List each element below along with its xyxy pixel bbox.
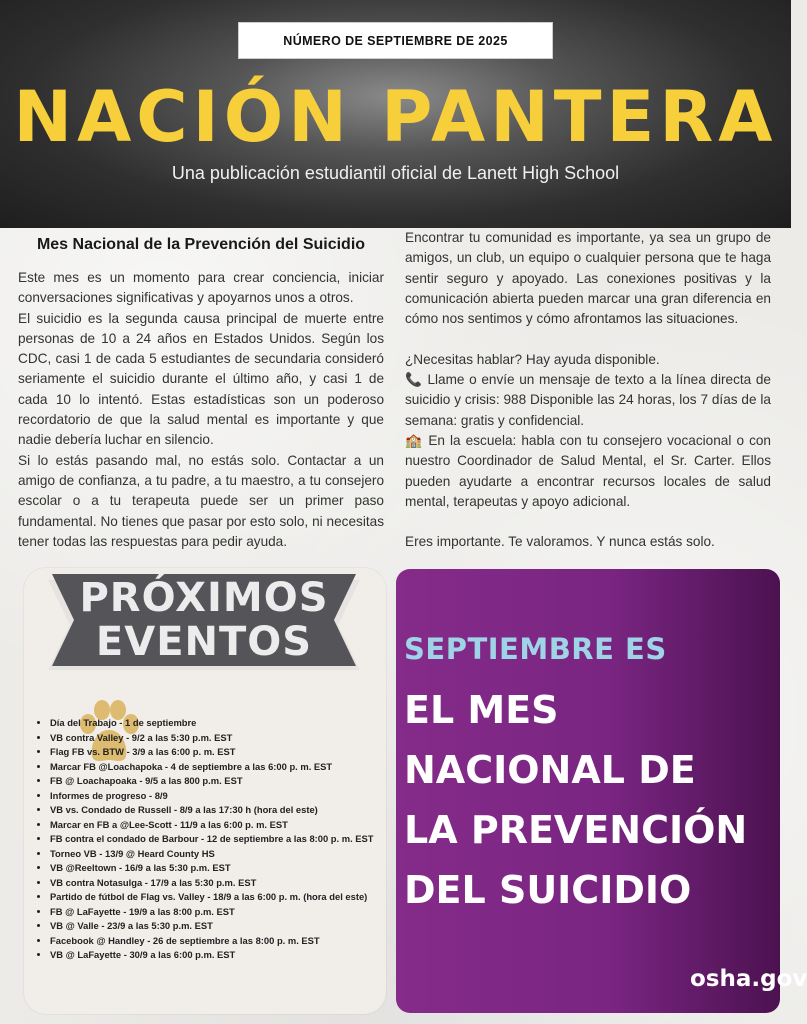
- school-item: [405, 431, 771, 512]
- event-item: • Día del Trabajo - 1 de septiembre: [50, 716, 400, 731]
- event-item: • FB @ LaFayette - 19/9 a las 8:00 p.m. EST: [50, 905, 400, 920]
- article-title: Mes Nacional de la Prevención del Suicidio: [36, 236, 366, 253]
- event-item: • FB contra el condado de Barbour - 12 de septiembre a las 8:00 p. m. EST: [50, 832, 400, 847]
- event-item: • VB @ Valle - 23/9 a las 5:30 p.m. EST: [50, 919, 400, 934]
- article-paragraph: Encontrar tu comunidad es importante, ya sea un grupo de amigos, un club, un equipo o cualquier persona que te haga sentir seguro y apoyado. Las conexiones positivas y la comunicación abierta pueden marcar una gran diferencia en cómo nos sentimos y cómo afrontamos las situaciones.: [405, 230, 771, 327]
- promo-source: osha.gov: [690, 966, 807, 992]
- event-item: • Partido de fútbol de Flag vs. Valley - 18/9 a las 6:00 p. m. (hora del este): [50, 890, 400, 905]
- promo-line: NACIONAL DE: [404, 748, 696, 792]
- help-heading: ¿Necesitas hablar? Hay ayuda disponible.: [405, 351, 660, 367]
- promo-kicker: SEPTIEMBRE ES: [404, 632, 667, 666]
- event-item: • VB @Reeltown - 16/9 a las 5:30 p.m. EST: [50, 861, 400, 876]
- article-right-column: [405, 228, 771, 553]
- newsletter-title: NACIÓN PANTERA: [13, 76, 778, 158]
- banner-line: PRÓXIMOS: [79, 575, 329, 621]
- closing-line: Eres importante. Te valoramos. Y nunca estás solo.: [405, 534, 715, 550]
- events-banner: [48, 570, 360, 680]
- event-item: • Torneo VB - 13/9 @ Heard County HS: [50, 847, 400, 862]
- promo-line: LA PREVENCIÓN: [404, 808, 748, 852]
- event-item: • Flag FB vs. BTW - 3/9 a las 6:00 p. m. EST: [50, 745, 400, 760]
- hotline-text: Llame o envíe un mensaje de texto a la línea directa de suicidio y crisis: 988 Disponible las 24 horas, los 7 días de la semana: gratis y confidencial.: [405, 372, 771, 428]
- event-item: • VB contra Notasulga - 17/9 a las 5:30 p.m. EST: [50, 876, 400, 891]
- event-item: • Marcar en FB a @Lee-Scott - 11/9 a las 6:00 p. m. EST: [50, 818, 400, 833]
- article-paragraph: El suicidio es la segunda causa principal de muerte entre personas de 10 a 24 años en Estados Unidos. Según los CDC, casi 1 de cada 5 estudiantes de secundaria consideró seriamente el suicidio durante el último año, y casi 1 de cada 10 lo intentó. Estas estadísticas son un poderoso recordatorio de que la salud mental es importante y que nadie debería luchar en silencio.: [18, 310, 384, 448]
- article-left-column: [18, 268, 384, 552]
- event-item: • FB @ Loachapoaka - 9/5 a las 800 p.m. EST: [50, 774, 400, 789]
- promo-line: DEL SUICIDIO: [404, 868, 692, 912]
- phone-icon: 📞: [405, 372, 423, 388]
- hotline-item: [405, 370, 771, 431]
- article-paragraph: Si lo estás pasando mal, no estás solo. Contactar a un amigo de confianza, a tu padre, a tu maestro, a tu consejero escolar o a tu terapeuta puede ser un primer paso fundamental. No tienes que pasar por esto solo, ni necesitas tener todas las respuestas para pedir ayuda.: [18, 452, 384, 549]
- banner-line: EVENTOS: [95, 619, 313, 665]
- event-item: • Marcar FB @Loachapoka - 4 de septiembre a las 6:00 p. m. EST: [50, 760, 400, 775]
- spacer: [405, 329, 771, 349]
- event-item: • VB contra Valley - 9/2 a las 5:30 p.m. EST: [50, 731, 400, 746]
- promo-line: EL MES: [404, 688, 559, 732]
- school-text: En la escuela: habla con tu consejero vocacional o con nuestro Coordinador de Salud Mental, el Sr. Carter. Ellos pueden ayudarte a encontrar recursos locales de salud mental, terapeutas y apoyo adicional.: [405, 432, 771, 509]
- article-paragraph: Este mes es un momento para crear conciencia, iniciar conversaciones significativas y apoyarnos unos a otros.: [18, 270, 384, 306]
- events-banner-title: [48, 576, 360, 664]
- promo-headline: [404, 680, 780, 920]
- event-item: • Informes de progreso - 8/9: [50, 789, 400, 804]
- issue-label: NÚMERO DE SEPTIEMBRE DE 2025: [238, 22, 553, 59]
- newsletter-tagline: Una publicación estudiantil oficial de Lanett High School: [171, 163, 620, 183]
- events-list: [34, 716, 400, 963]
- spacer: [405, 512, 771, 532]
- event-item: • Facebook @ Handley - 26 de septiembre a las 8:00 p. m. EST: [50, 934, 400, 949]
- school-icon: 🏫: [405, 432, 424, 448]
- event-item: • VB @ LaFayette - 30/9 a las 6:00 p.m. EST: [50, 948, 400, 963]
- event-item: • VB vs. Condado de Russell - 8/9 a las 17:30 h (hora del este): [50, 803, 400, 818]
